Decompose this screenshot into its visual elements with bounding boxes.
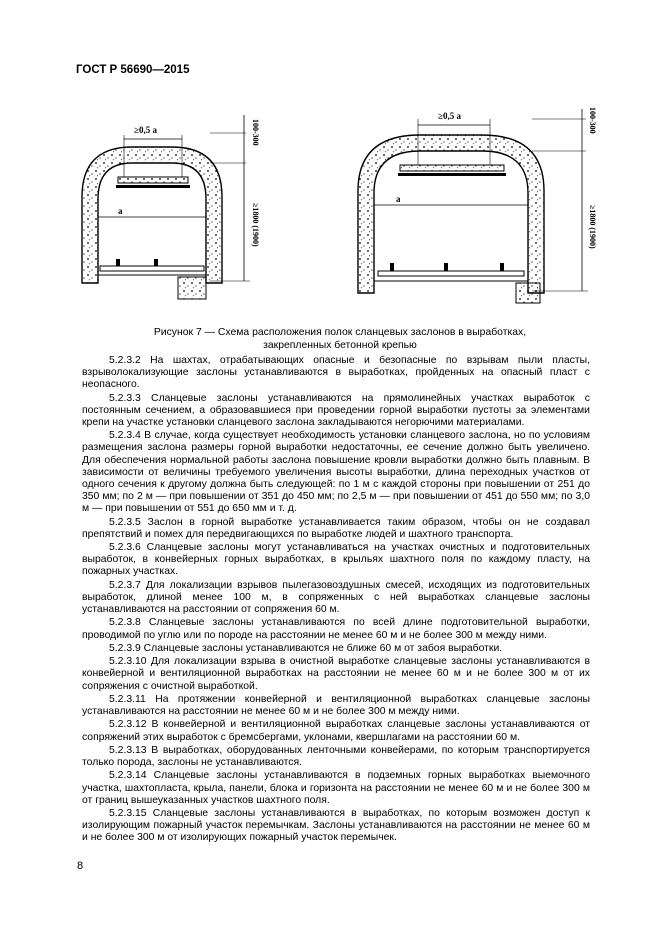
left-section-drawing xyxy=(82,115,250,299)
paragraph: 5.2.3.14 Сланцевые заслоны устанавливаются в подземных горных выработках выемочного участка, шахтопласта, крыла, панели, блока и горизонта на расстоянии не менее 60 м и не более 300 м от границ вышеуказанных участков шахтного поля. xyxy=(82,770,590,806)
right-dim-top: ≥0,5 а xyxy=(438,111,461,121)
paragraph: 5.2.3.13 В выработках, оборудованных ленточными конвейерами, по которым транспортируется только порода, заслоны не устанавливаются. xyxy=(82,744,590,769)
paragraph: 5.2.3.7 Для локализации взрывов пылегазовоздушных смесей, исходящих из подготовительных выработок, длиной менее 100 м, в сопряженных с ней выработках сланцевые заслоны устанавливаются на расстоянии от сопряжения 60 м. xyxy=(82,579,590,616)
paragraph: 5.2.3.10 Для локализации взрыва в очистной выработке сланцевые заслоны устанавливаются в конвейерной и вентиляционной выработках на расстоянии не менее 60 м и не более 300 м от их сопряжения с очистной выработкой. xyxy=(82,656,590,692)
paragraph: 5.2.3.9 Сланцевые заслоны устанавливаются не ближе 60 м от забоя выработки. xyxy=(109,642,503,654)
left-dim-a: а xyxy=(118,206,123,216)
right-dim-right: 100-300 xyxy=(588,107,597,134)
document-header: ГОСТ Р 56690—2015 xyxy=(76,64,190,76)
right-section-drawing xyxy=(358,109,588,303)
left-dim-height: ≥1800 (1900) xyxy=(251,203,260,247)
figure-7-diagram xyxy=(70,105,610,320)
paragraph: 5.2.3.11 На протяжении конвейерной и вентиляционной выработках сланцевые заслоны устанавливаются на расстоянии не менее 60 м и не более 300 м между ними. xyxy=(82,693,590,718)
paragraph: 5.2.3.12 В конвейерной и вентиляционной выработках сланцевые заслоны устанавливаются от сопряжений этих выработок с бремсбергами, уклонами, квершлагами на расстоянии 60 м. xyxy=(82,719,590,743)
paragraph: 5.2.3.4 В случае, когда существует необходимость установки сланцевого заслона, но по условиям размещения заслона размеры горной выработки недостаточны, ее сечение должно быть увеличено. Для обеспечения нормальной работы заслона повышение кровли выработки должно быть плавным. В зависимости от величины требуемого увеличения высоты выработки, длина переходных участков от одного сечения к другому должна быть следующей: по 1 м с каждой стороны при повышении от 251 до 350 мм; по 2 м — при повышении от 351 до 450 мм; по 2,5 м — при повышении от 451 до 550 мм; по 3,0 м — при повышении от 551 до 650 мм и т. д. xyxy=(82,430,590,515)
body-text xyxy=(82,355,590,846)
right-dim-a: а xyxy=(396,194,401,204)
paragraph: 5.2.3.6 Сланцевые заслоны могут устанавливаться на участках очистных и подготовительных выработок, в конвейерных горных выработках, в крыльях шахтного поля по каждому пласту, на пожарных участках. xyxy=(82,542,590,578)
figure-caption xyxy=(70,326,610,352)
caption-line-1: Рисунок 7 — Схема расположения полок сланцевых заслонов в выработках, xyxy=(153,327,527,338)
paragraph: 5.2.3.5 Заслон в горной выработке устанавливается таким образом, чтобы он не создавал препятствий и помех для передвигающихся по выработке людей и шахтного транспорта. xyxy=(82,516,590,540)
page-number: 8 xyxy=(77,860,84,872)
caption-line-2: закрепленных бетонной крепью xyxy=(263,340,417,351)
left-dim-top: ≥0,5 а xyxy=(134,125,157,135)
paragraph: 5.2.3.15 Сланцевые заслоны устанавливаются в выработках, по которым возможен доступ к изолирующим пожарный участок перемычкам. Заслоны устанавливаются на расстоянии не менее 60 м и не более 300 м от изолирующих пожарный участок перемычек. xyxy=(82,808,590,844)
paragraph: 5.2.3.3 Сланцевые заслоны устанавливаются на прямолинейных участках выработок с постоянным сечением, а образовавшиеся при проведении горной выработки пустоты за элементами крепи на участке установки сланцевого заслона закладываются негорючими материалами. xyxy=(82,392,590,428)
paragraph: 5.2.3.8 Сланцевые заслоны устанавливаются по всей длине подготовительной выработки, проводимой по углю или по породе на расстоянии не менее 60 м и не более 300 м между ними. xyxy=(82,617,590,641)
left-dim-right: 100-300 xyxy=(251,119,260,146)
right-dim-height: ≥1800 (1900) xyxy=(588,205,597,249)
paragraph: 5.2.3.2 На шахтах, отрабатывающих опасные и безопасные по взрывам пыли пласты, взрыволокализующие заслоны устанавливаются в выработках, пройденных на опасный пласт с неопасного. xyxy=(82,355,590,391)
